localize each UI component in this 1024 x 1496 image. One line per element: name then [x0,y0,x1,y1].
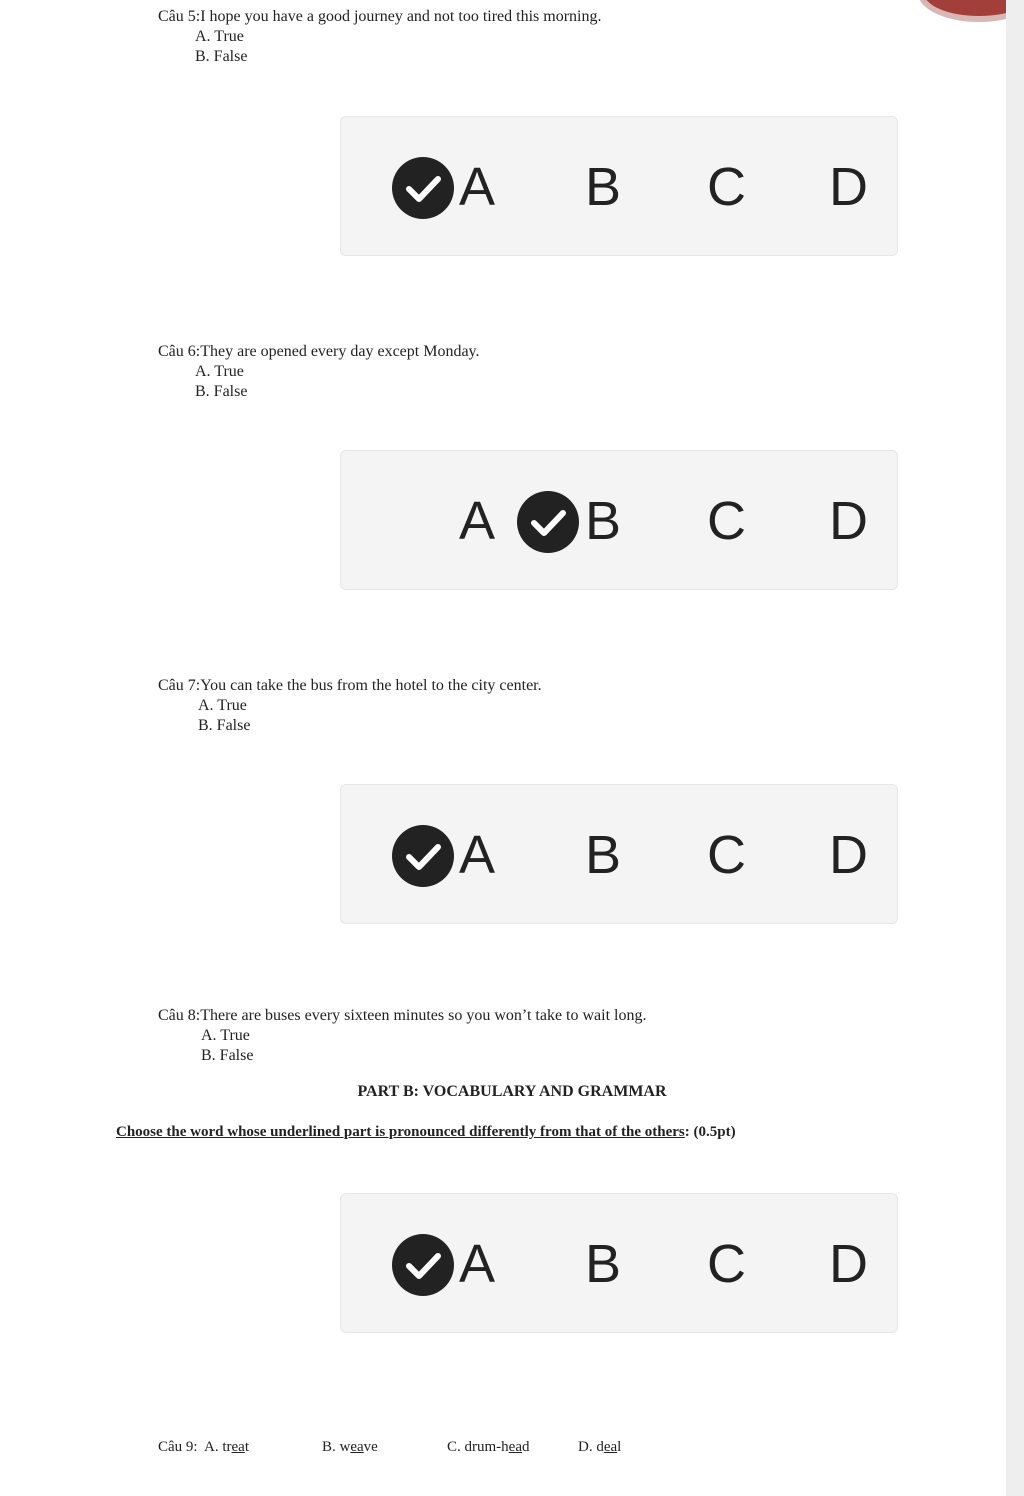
section-heading: PART B: VOCABULARY AND GRAMMAR [357,1083,667,1100]
question-9-label: Câu 9: [158,1439,198,1455]
check-icon [392,825,454,887]
answer-box-q6 [340,450,898,590]
question-9-option-d: D. deal [578,1439,622,1455]
answer-box-q5 [340,116,898,256]
question-5: Câu 5:I hope you have a good journey and not too tired this morning. [158,8,602,25]
question-6-option-a: A. True [195,363,244,380]
question-9-option-c: C. drum-head [447,1439,530,1455]
question-7-option-a: A. True [198,697,247,714]
answer-d[interactable]: D [829,157,868,217]
instruction: Choose the word whose underlined part is pronounced differently from that of the others: (0.5pt) [116,1124,736,1140]
question-6-option-b: B. False [195,383,248,400]
check-icon [392,157,454,219]
answer-b[interactable]: B [585,491,622,551]
answer-b[interactable]: B [585,1234,622,1294]
answer-d[interactable]: D [829,1234,868,1294]
answer-d[interactable]: D [829,491,868,551]
answer-b[interactable]: B [585,825,622,885]
question-7: Câu 7:You can take the bus from the hotel to the city center. [158,677,542,694]
answer-box-q7 [340,784,898,924]
answer-a[interactable]: A [459,491,496,551]
answer-a[interactable]: A [459,157,496,217]
answer-d[interactable]: D [829,825,868,885]
question-8-option-a: A. True [201,1027,250,1044]
question-8: Câu 8:There are buses every sixteen minutes so you won’t take to wait long. [158,1007,647,1024]
question-5-option-a: A. True [195,28,244,45]
answer-c[interactable]: C [707,1234,746,1294]
answer-a[interactable]: A [459,1234,496,1294]
answer-box-partb [340,1193,898,1333]
answer-a[interactable]: A [459,825,496,885]
answer-c[interactable]: C [707,157,746,217]
question-5-option-b: B. False [195,48,248,65]
question-9-option-a: A. treat [204,1439,249,1455]
answer-c[interactable]: C [707,491,746,551]
question-9-option-b: B. weave [322,1439,378,1455]
check-icon [392,1234,454,1296]
question-7-option-b: B. False [198,717,251,734]
answer-c[interactable]: C [707,825,746,885]
check-icon [517,491,579,553]
question-6: Câu 6:They are opened every day except Monday. [158,343,480,360]
scrollbar[interactable] [1006,0,1024,1496]
answer-b[interactable]: B [585,157,622,217]
question-8-option-b: B. False [201,1047,254,1064]
